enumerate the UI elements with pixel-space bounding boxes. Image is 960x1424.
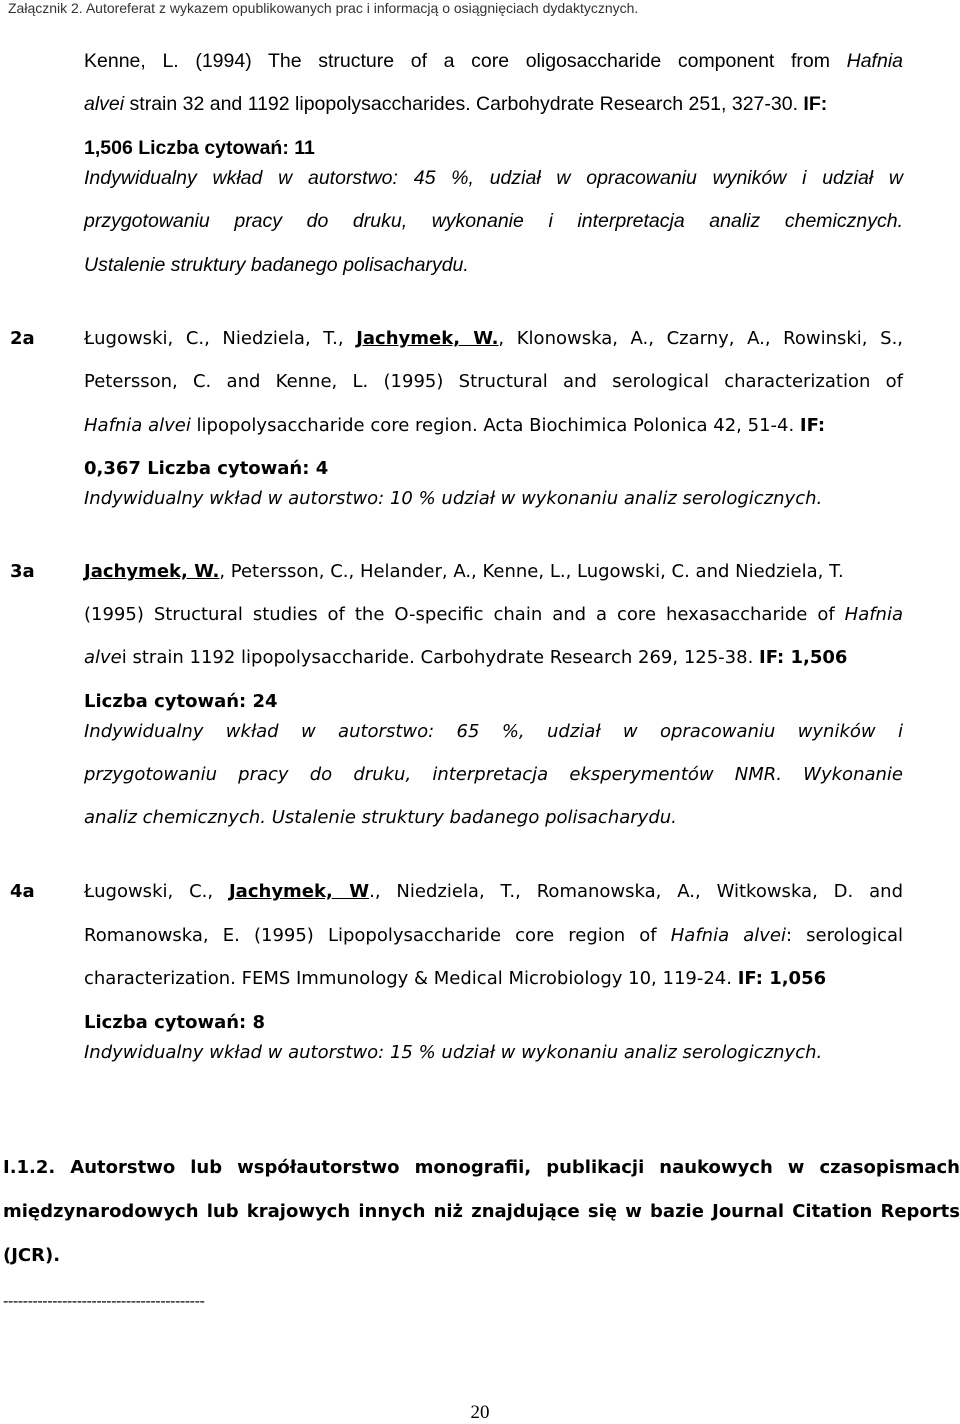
section-heading-line: międzynarodowych lub krajowych innych niż znajdujące się w bazie Journal Citation Reports — [3, 1201, 960, 1222]
entry-metrics: Liczba cytowań: 8 — [84, 1012, 266, 1033]
impact-factor-label: IF: 1,506 — [759, 647, 848, 668]
page-number: 20 — [470, 1402, 490, 1423]
citation-text: (1995) Structural studies of the O-specific chain and a core hexasaccharide of — [84, 604, 845, 625]
contribution-text: przygotowaniu pracy do druku, interpretacja eksperymentów NMR. Wykonanie — [84, 764, 903, 785]
entry-line — [84, 560, 844, 584]
species-name: Hafnia — [844, 604, 903, 625]
authors-text: , Klonowska, A., Czarny, A., Rowinski, S., — [498, 328, 904, 349]
citation-text: Kenne, L. (1994) The structure of a core oligosaccharide component from — [84, 50, 847, 72]
authors-text: , Petersson, C., Helander, A., Kenne, L., Lugowski, C. and Niedziela, T. — [219, 561, 844, 582]
entry-line — [84, 49, 903, 73]
citation-text: : serological — [785, 925, 903, 946]
species-name: Hafnia alvei — [84, 415, 191, 436]
entry-number: 4a — [10, 881, 35, 902]
contribution-text: analiz chemicznych. Ustalenie struktury badanego polisacharydu. — [84, 807, 677, 828]
entry-line — [84, 327, 903, 351]
entry-metrics: 0,367 Liczba cytowań: 4 — [84, 458, 329, 479]
entry-line — [84, 967, 826, 991]
citation-text: lipopolysaccharide core region. Acta Biochimica Polonica 42, 51-4. — [190, 415, 800, 436]
authors-text: ., Niedziela, T., Romanowska, A., Witkowska, D. and — [369, 881, 903, 902]
entry-number: 2a — [10, 328, 35, 349]
authors-text: Ługowski, C., Niedziela, T., — [84, 328, 357, 349]
entry-line: Petersson, C. and Kenne, L. (1995) Structural and serological characterization of — [84, 371, 903, 392]
impact-factor-label: IF: — [799, 415, 826, 436]
section-heading-line: I.1.2. Autorstwo lub współautorstwo monografii, publikacji naukowych w czasopismach — [3, 1157, 960, 1178]
entry-line — [84, 880, 903, 904]
entry-metrics: Liczba cytowań: 24 — [84, 691, 278, 712]
entry-number: 3a — [10, 561, 35, 582]
entry-line — [84, 603, 903, 627]
highlighted-author: Jachymek, W — [228, 881, 370, 902]
species-name: alve — [84, 647, 122, 668]
highlighted-author: Jachymek, W. — [84, 561, 220, 582]
contribution-text: przygotowaniu pracy do druku, wykonanie i interpretacja analiz chemicznych. — [84, 210, 903, 232]
entry-line — [84, 924, 903, 948]
species-name: Hafnia alvei — [670, 925, 786, 946]
citation-text: i strain 1192 lipopolysaccharide. Carbohydrate Research 269, 125-38. — [121, 647, 760, 668]
impact-factor-label: IF: — [803, 93, 828, 115]
species-name: alvei — [84, 93, 125, 115]
contribution-text: Indywidualny wkład w autorstwo: 65 %, udział w opracowaniu wyników i — [84, 721, 903, 742]
citation-text: Romanowska, E. (1995) Lipopolysaccharide core region of — [84, 925, 671, 946]
contribution-text: Indywidualny wkład w autorstwo: 15 % udział w wykonaniu analiz serologicznych. — [84, 1042, 823, 1063]
citation-text: characterization. FEMS Immunology & Medical Microbiology 10, 119-24. — [84, 968, 738, 989]
highlighted-author: Jachymek, W. — [356, 328, 499, 349]
species-name: Hafnia — [846, 50, 903, 72]
entry-line — [84, 646, 847, 670]
contribution-text: Indywidualny wkład w autorstwo: 45 %, udział w opracowaniu wyników i udział w — [84, 167, 903, 189]
impact-factor-label: IF: 1,056 — [737, 968, 827, 989]
contribution-text: Indywidualny wkład w autorstwo: 10 % udział w wykonaniu analiz serologicznych. — [84, 488, 823, 509]
authors-text: Ługowski, C., — [84, 881, 229, 902]
separator-dashes: ----------------------------------------- — [3, 1292, 205, 1310]
entry-line — [84, 92, 827, 116]
entry-metrics: 1,506 Liczba cytowań: 11 — [84, 137, 315, 159]
entry-line — [84, 414, 825, 438]
citation-text: strain 32 and 1192 lipopolysaccharides. Carbohydrate Research 251, 327-30. — [124, 93, 804, 115]
contribution-text: Ustalenie struktury badanego polisacharydu. — [84, 254, 469, 276]
section-heading-line: (JCR). — [3, 1245, 61, 1266]
page-header: Załącznik 2. Autoreferat z wykazem opublikowanych prac i informacją o osiągnięciach dydaktycznych. — [8, 0, 639, 16]
